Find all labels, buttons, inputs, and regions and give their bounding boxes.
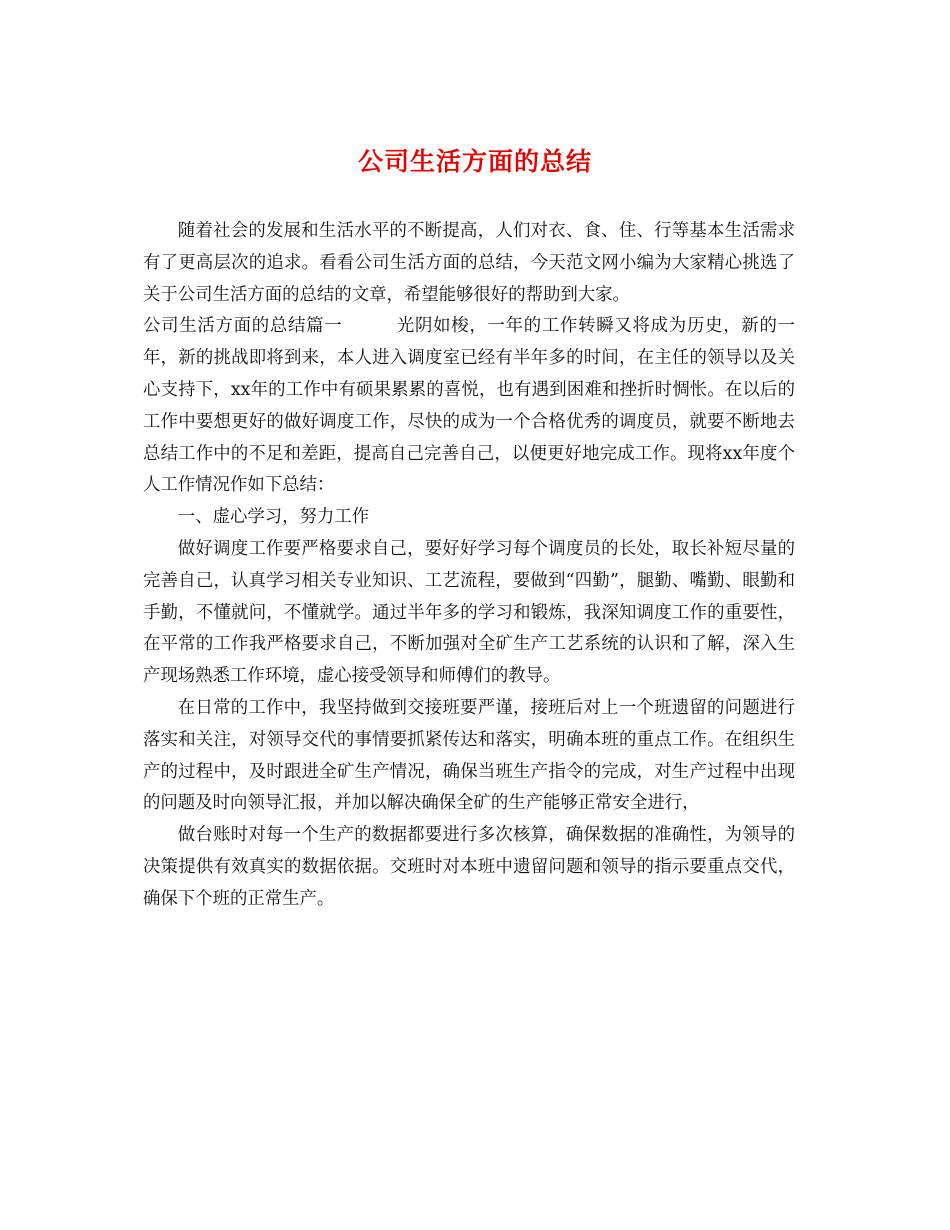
paragraph-intro: 随着社会的发展和生活水平的不断提高，人们对衣、食、住、行等基本生活需求有了更高层次的追求。看看公司生活方面的总结，今天范文网小编为大家精心挑选了关于公司生活方面的总结的文章，希望能够很好的帮助到大家。 [143,221,795,305]
document-title: 公司生活方面的总结 [357,147,592,176]
paragraph-ledger: 做台账时对每一个生产的数据都要进行多次核算，确保数据的准确性，为领导的决策提供有效真实的数据依据。交班时对本班中遗留问题和领导的指示要重点交代，确保下个班的正常生产。 [143,825,795,909]
paragraph-learning: 做好调度工作要严格要求自己，要好好学习每个调度员的长处，取长补短尽量的完善自己，认真学习相关专业知识、工艺流程，要做到“四勤”，腿勤、嘴勤、眼勤和手勤，不懂就问，不懂就学。通过半年多的学习和锻炼，我深知调度工作的重要性，在平常的工作我严格要求自己，不断加强对全矿生产工艺系统的认识和了解，深入生产现场熟悉工作环境，虚心接受领导和师傅们的教导。 [143,538,795,687]
paragraph-daily-work: 在日常的工作中，我坚持做到交接班要严谨，接班后对上一个班遗留的问题进行落实和关注，对领导交代的事情要抓紧传达和落实，明确本班的重点工作。在组织生产的过程中，及时跟进全矿生产情况，确保当班生产指令的完成，对生产过程中出现的问题及时向领导汇报，并加以解决确保全矿的生产能够正常安全进行， [143,697,795,814]
document-body [143,216,795,916]
paragraph-part-one: 公司生活方面的总结篇一 光阴如梭，一年的工作转瞬又将成为历史，新的一年，新的挑战即将到来，本人进入调度室已经有半年多的时间，在主任的领导以及关心支持下，xx年的工作中有硕果累累的喜悦，也有遇到困难和挫折时惆怅。在以后的工作中要想更好的做好调度工作，尽快的成为一个合格优秀的调度员，就要不断地去总结工作中的不足和差距，提高自己完善自己，以便更好地完成工作。现将xx年度个人工作情况作如下总结： [143,316,795,496]
section-heading-learning: 一、虚心学习，努力工作 [177,507,370,528]
